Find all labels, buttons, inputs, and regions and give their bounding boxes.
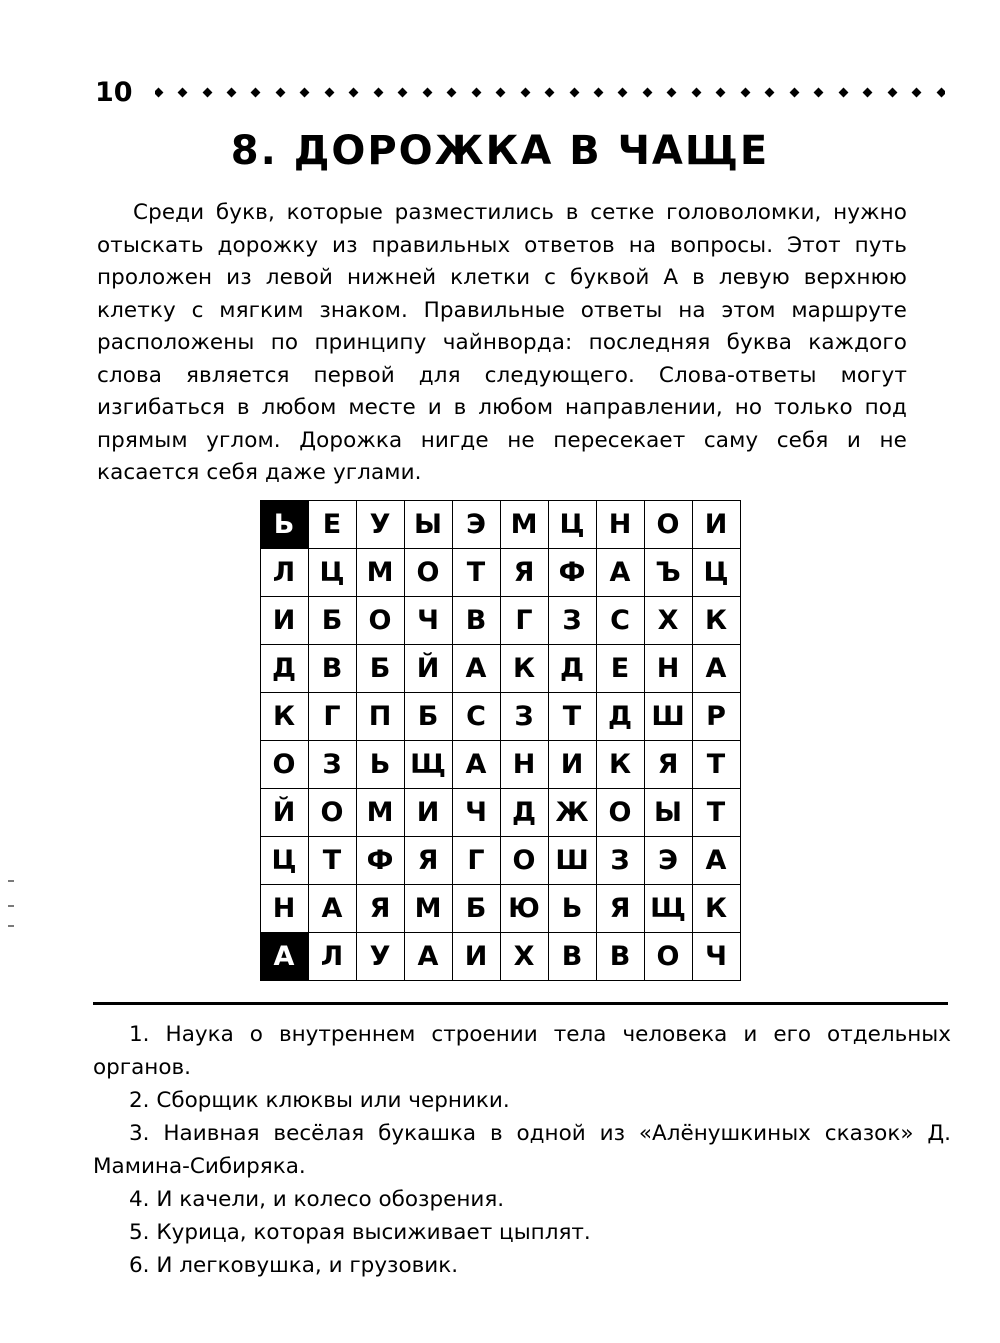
grid-cell: Х [644, 597, 692, 645]
grid-cell: З [548, 597, 596, 645]
grid-cell: К [692, 597, 740, 645]
dot-diamond [471, 87, 481, 97]
dot-diamond [447, 87, 457, 97]
grid-cell: Х [500, 933, 548, 981]
grid-cell: Ц [308, 549, 356, 597]
grid-cell: И [452, 933, 500, 981]
grid-cell: Т [308, 837, 356, 885]
grid-cell: Б [308, 597, 356, 645]
dot-diamond [178, 87, 188, 97]
grid-cell: А [452, 741, 500, 789]
grid-cell: К [260, 693, 308, 741]
grid-row [260, 885, 740, 933]
grid-cell: В [308, 645, 356, 693]
grid-cell: З [500, 693, 548, 741]
grid-cell: Б [404, 693, 452, 741]
grid-cell: О [500, 837, 548, 885]
intro-paragraph: Среди букв, которые разместились в сетке головоломки, нужно отыскать дорожку из правильных ответов на вопросы. Этот путь проложен из левой нижней клетки с буквой А в левую верхнюю клетку с мягким знаком. Правильные ответы на этом маршруте расположены по принципу чайнворда: последняя буква каждого слова является первой для следующего. Слова-ответы могут изгибаться в любом месте и в любом направлении, но только под прямым углом. Дорожка нигде не пересекает саму себя и не касается себя даже углами. [97, 200, 907, 485]
grid-row [260, 549, 740, 597]
grid-cell: Д [500, 789, 548, 837]
grid-cell: О [596, 789, 644, 837]
grid-cell: Щ [404, 741, 452, 789]
dot-diamond [618, 87, 628, 97]
grid-cell: Г [452, 837, 500, 885]
grid-cell: Э [452, 501, 500, 549]
page-header [95, 72, 945, 112]
grid-cell: А [260, 933, 308, 981]
grid-cell: А [692, 645, 740, 693]
grid-cell: Н [260, 885, 308, 933]
dot-diamond [520, 87, 530, 97]
grid-cell: С [452, 693, 500, 741]
dot-diamond [667, 87, 677, 97]
grid-cell: О [644, 501, 692, 549]
grid-cell: А [452, 645, 500, 693]
grid-cell: Т [692, 741, 740, 789]
grid-cell: Ч [452, 789, 500, 837]
grid-cell: В [596, 933, 644, 981]
grid-cell: Р [692, 693, 740, 741]
grid-row [260, 789, 740, 837]
grid-row [260, 693, 740, 741]
grid-cell: К [692, 885, 740, 933]
grid-row [260, 837, 740, 885]
dot-diamond [936, 87, 945, 97]
clue-item: 4. И качели, и колесо обозрения. [129, 1187, 505, 1212]
letter-grid-container [0, 500, 1000, 981]
clue-item: 3. Наивная весёлая букашка в одной из «Алёнушкиных сказок» Д. Мамина-Сибиряка. [93, 1121, 951, 1179]
grid-row [260, 597, 740, 645]
grid-cell: Ф [356, 837, 404, 885]
dot-diamond [275, 87, 285, 97]
grid-cell: В [452, 597, 500, 645]
grid-cell: Ч [692, 933, 740, 981]
grid-cell: М [500, 501, 548, 549]
grid-cell: Я [596, 885, 644, 933]
grid-cell: Ы [404, 501, 452, 549]
clue-item: 5. Курица, которая высиживает цыплят. [129, 1220, 591, 1245]
grid-cell: З [308, 741, 356, 789]
dot-diamond [373, 87, 383, 97]
grid-cell: Т [452, 549, 500, 597]
grid-cell: О [644, 933, 692, 981]
dot-diamond [569, 87, 579, 97]
grid-cell: Э [644, 837, 692, 885]
grid-cell: Ц [548, 501, 596, 549]
dot-diamond [887, 87, 897, 97]
decorative-dot-rule [155, 82, 945, 102]
grid-cell: Б [356, 645, 404, 693]
dot-diamond [202, 87, 212, 97]
dot-diamond [863, 87, 873, 97]
dot-diamond [740, 87, 750, 97]
grid-cell: Я [500, 549, 548, 597]
grid-cell: К [500, 645, 548, 693]
grid-cell: Я [356, 885, 404, 933]
grid-cell: П [356, 693, 404, 741]
grid-cell: Е [308, 501, 356, 549]
clue-item: 6. И легковушка, и грузовик. [129, 1253, 459, 1278]
grid-cell: И [404, 789, 452, 837]
dot-diamond [691, 87, 701, 97]
grid-cell: И [548, 741, 596, 789]
grid-cell: Е [596, 645, 644, 693]
grid-row [260, 645, 740, 693]
grid-cell: Ь [356, 741, 404, 789]
grid-cell: Л [260, 549, 308, 597]
dot-diamond [838, 87, 848, 97]
clue-list [93, 1018, 951, 1282]
grid-cell: Б [452, 885, 500, 933]
dot-diamond [643, 87, 653, 97]
grid-cell: Н [644, 645, 692, 693]
dot-diamond [422, 87, 432, 97]
section-divider [93, 1002, 948, 1005]
page-number: 10 [95, 76, 133, 108]
dot-diamond [912, 87, 922, 97]
grid-cell: Ь [260, 501, 308, 549]
grid-cell: Щ [644, 885, 692, 933]
grid-cell: Ж [548, 789, 596, 837]
clue-item: 2. Сборщик клюквы или черники. [129, 1088, 510, 1113]
dot-diamond [545, 87, 555, 97]
grid-cell: Я [644, 741, 692, 789]
grid-cell: М [356, 789, 404, 837]
grid-cell: Д [548, 645, 596, 693]
grid-cell: Ш [548, 837, 596, 885]
grid-cell: Д [260, 645, 308, 693]
letter-grid [260, 500, 741, 981]
dot-diamond [300, 87, 310, 97]
dot-diamond [349, 87, 359, 97]
grid-cell: Л [308, 933, 356, 981]
grid-cell: У [356, 501, 404, 549]
grid-cell: Ъ [644, 549, 692, 597]
dot-diamond [324, 87, 334, 97]
grid-cell: Ы [644, 789, 692, 837]
grid-cell: Ч [404, 597, 452, 645]
grid-cell: К [596, 741, 644, 789]
grid-cell: Т [692, 789, 740, 837]
grid-cell: Ш [644, 693, 692, 741]
dot-diamond [765, 87, 775, 97]
dot-diamond [155, 87, 163, 97]
grid-cell: Я [404, 837, 452, 885]
grid-cell: А [596, 549, 644, 597]
grid-cell: Ц [692, 549, 740, 597]
grid-row [260, 933, 740, 981]
grid-cell: А [308, 885, 356, 933]
grid-cell: В [548, 933, 596, 981]
grid-cell: У [356, 933, 404, 981]
dot-diamond [716, 87, 726, 97]
dot-diamond [814, 87, 824, 97]
grid-cell: И [692, 501, 740, 549]
grid-cell: М [404, 885, 452, 933]
grid-cell: О [404, 549, 452, 597]
grid-cell: О [308, 789, 356, 837]
grid-cell: З [596, 837, 644, 885]
grid-cell: Т [548, 693, 596, 741]
grid-cell: Д [596, 693, 644, 741]
page-title: 8. ДОРОЖКА В ЧАЩЕ [230, 128, 770, 174]
grid-cell: Н [500, 741, 548, 789]
grid-cell: Г [500, 597, 548, 645]
grid-cell: М [356, 549, 404, 597]
grid-cell: А [404, 933, 452, 981]
grid-cell: Г [308, 693, 356, 741]
grid-cell: О [356, 597, 404, 645]
grid-cell: Й [260, 789, 308, 837]
grid-cell: Ь [548, 885, 596, 933]
grid-cell: Й [404, 645, 452, 693]
grid-cell: О [260, 741, 308, 789]
dot-diamond [251, 87, 261, 97]
grid-cell: И [260, 597, 308, 645]
dot-diamond [227, 87, 237, 97]
grid-cell: Ц [260, 837, 308, 885]
clue-item: 1. Наука о внутреннем строении тела человека и его отдельных органов. [93, 1022, 951, 1080]
grid-cell: Н [596, 501, 644, 549]
dot-diamond [496, 87, 506, 97]
dot-diamond [594, 87, 604, 97]
grid-cell: А [692, 837, 740, 885]
grid-cell: С [596, 597, 644, 645]
dot-diamond [789, 87, 799, 97]
grid-row [260, 501, 740, 549]
grid-row [260, 741, 740, 789]
grid-cell: Ф [548, 549, 596, 597]
dot-diamond [398, 87, 408, 97]
grid-cell: Ю [500, 885, 548, 933]
